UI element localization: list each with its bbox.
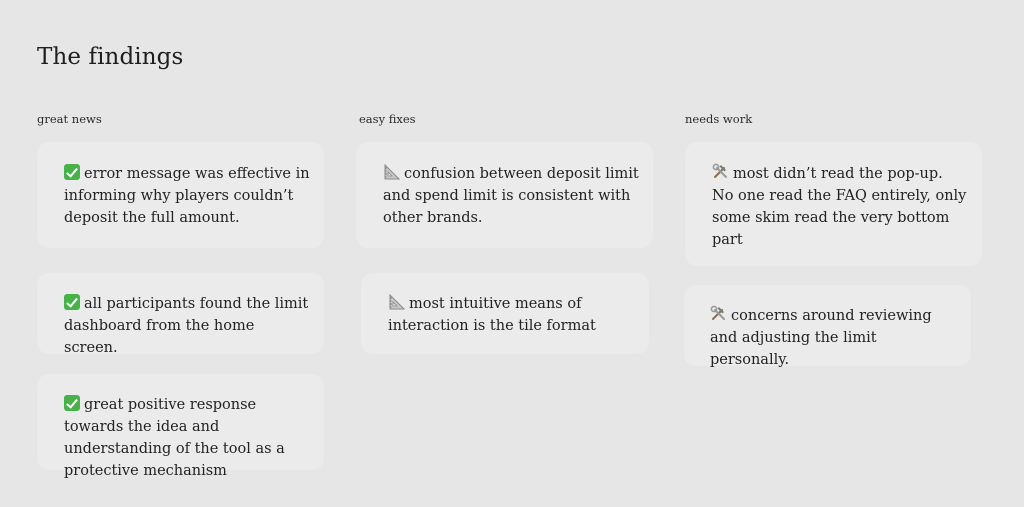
finding-text: most intuitive means of interaction is the tile format (388, 296, 596, 334)
column-heading-easy-fixes: easy fixes (359, 112, 416, 126)
finding-text: all participants found the limit dashboard from the home screen. (64, 296, 309, 356)
finding-card (361, 273, 649, 354)
finding-text: great positive response towards the idea and understanding of the tool as a protective mechanism (64, 397, 285, 479)
finding-card (684, 285, 971, 366)
column-heading-needs-work: needs work (685, 112, 753, 126)
finding-card (37, 374, 324, 479)
triangular-ruler-icon (383, 164, 400, 180)
finding-text: confusion between deposit limit and spend limit is consistent with other brands. (383, 166, 639, 226)
finding-text: error message was effective in informing why players couldn’t deposit the full amount. (64, 166, 310, 226)
finding-text: concerns around reviewing and adjusting the limit personally. (710, 308, 932, 368)
triangular-ruler-icon (388, 294, 405, 310)
page-title: The findings (37, 44, 184, 70)
finding-text: most didn’t read the pop-up. No one read the FAQ entirely, only some skim read the very bottom part (712, 166, 967, 248)
finding-card (356, 142, 653, 248)
check-mark-icon (64, 395, 80, 411)
finding-card (37, 142, 324, 248)
check-mark-icon (64, 164, 80, 180)
finding-card (685, 142, 982, 266)
hammer-and-wrench-icon (710, 305, 727, 322)
hammer-and-wrench-icon (712, 163, 729, 180)
column-heading-great-news: great news (37, 112, 102, 126)
finding-card (37, 273, 324, 354)
check-mark-icon (64, 294, 80, 310)
